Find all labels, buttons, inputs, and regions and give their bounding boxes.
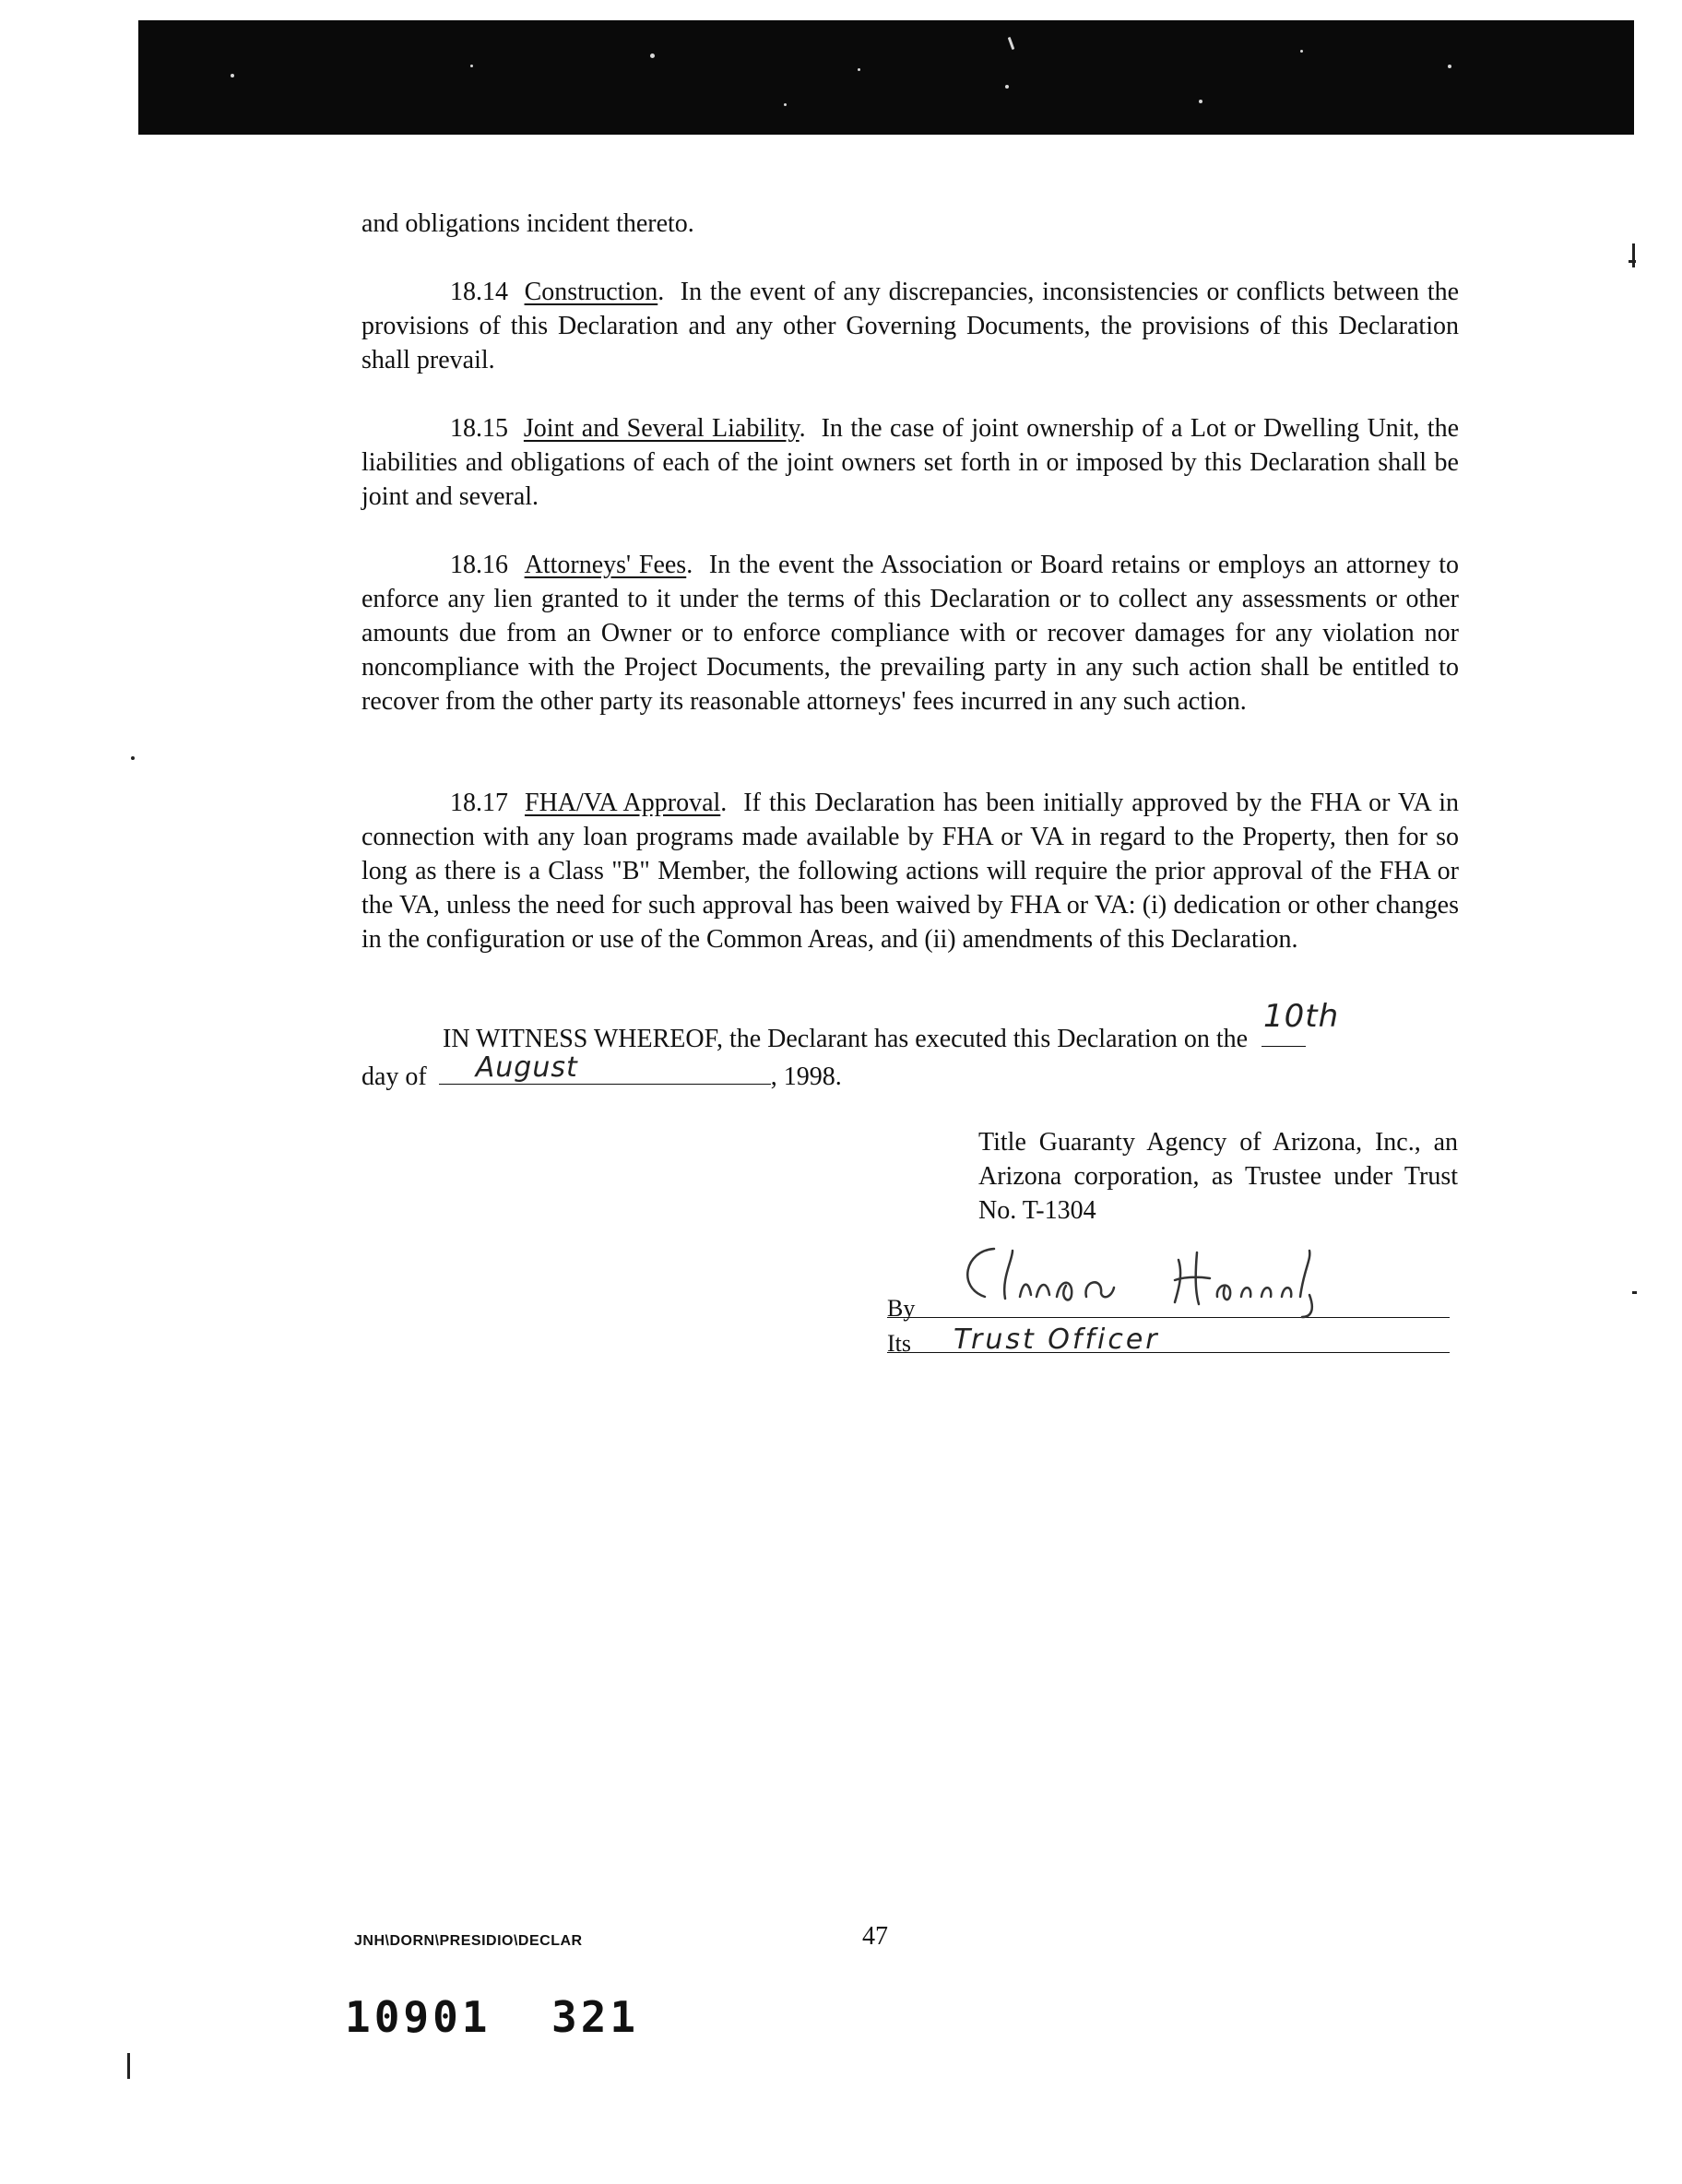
section-heading: Attorneys' Fees xyxy=(524,551,687,579)
section-number: 18.17 xyxy=(450,789,508,817)
handwritten-month: August xyxy=(475,1051,578,1084)
witness-clause xyxy=(361,998,1459,1094)
continuation-line xyxy=(361,207,1459,241)
trustee-block: Title Guaranty Agency of Arizona, Inc., an Arizona corporation, as Trustee under Trust No. T-1304 xyxy=(978,1128,1458,1225)
year-text: , 1998. xyxy=(770,1062,842,1091)
section-text: In the event of any discrepancies, inconsistencies or conflicts between the provisions of this Declaration and any other Governing Documents, the provisions of this Declaration shall prevail. xyxy=(361,278,1460,374)
by-label: By xyxy=(887,1295,916,1322)
recording-page-number: 321 xyxy=(551,1992,640,2042)
margin-speck xyxy=(131,756,135,760)
handwritten-signature xyxy=(948,1232,1409,1321)
margin-speck xyxy=(1632,1291,1637,1294)
section-heading: Construction xyxy=(524,278,658,306)
continuation-text: and obligations incident thereto. xyxy=(361,209,694,238)
day-blank xyxy=(1262,998,1340,1047)
section-18-14: 18.14 Construction. In the event of any discrepancies, inconsistencies or conflicts between the provisions of this Declaration and any other Governing Documents, the provisions of this Declaration shall prevail. xyxy=(361,278,1460,374)
margin-mark xyxy=(1632,243,1635,267)
footer-file-path: JNH\DORN\PRESIDIO\DECLAR xyxy=(354,1933,583,1949)
section-18-15: 18.15 Joint and Several Liability. In the case of joint ownership of a Lot or Dwelling Unit, the liabilities and obligations of each of the joint owners set forth in or imposed by this Declaration shall be joint and several. xyxy=(361,414,1460,511)
signature-by-line xyxy=(887,1280,1450,1322)
margin-mark xyxy=(127,2053,130,2079)
section-text: In the case of joint ownership of a Lot or Dwelling Unit, the liabilities and obligations of each of the joint owners set forth in or imposed by this Declaration shall be joint and several. xyxy=(361,414,1460,511)
section-18-17: 18.17 FHA/VA Approval. If this Declaration has been initially approved by the FHA or VA in connection with any loan programs made available by FHA or VA in regard to the Property, then for so long as there is a Class "B" Member, the following actions will require the prior approval of the FHA or the VA, unless the need for such approval has been waived by FHA or VA: (i) dedication or other changes in the configuration or use of the Common Areas, and (ii) amendments of this Declaration. xyxy=(361,789,1459,954)
section-text: In the event the Association or Board retains or employs an attorney to enforce any lien granted to it under the terms of this Declaration or to collect any assessments or other amounts due from an Owner or to enforce compliance with or recover damages for any violation nor noncompliance with the Project Documents, the prevailing party in any such action shall be entitled to recover from the other party its reasonable attorneys' fees incurred in any such action. xyxy=(361,551,1460,716)
recording-book-number: 10901 xyxy=(345,1992,492,2042)
section-heading: FHA/VA Approval xyxy=(525,789,721,817)
section-number: 18.15 xyxy=(450,414,508,443)
section-number: 18.14 xyxy=(450,278,508,306)
witness-text: IN WITNESS WHEREOF, the Declarant has executed this Declaration on the xyxy=(443,1025,1249,1053)
scan-header-bar xyxy=(138,20,1634,135)
day-of-label: day of xyxy=(361,1062,427,1091)
its-label: Its xyxy=(887,1330,911,1357)
signature-its-line xyxy=(887,1315,1450,1357)
handwritten-title: Trust Officer xyxy=(954,1323,1160,1356)
section-text: If this Declaration has been initially approved by the FHA or VA in connection with any loan programs made available by FHA or VA in regard to the Property, then for so long as there is a Class "B" Member, the following actions will require the prior approval of the FHA or the VA, unless the need for such approval has been waived by FHA or VA: (i) dedication or other changes in the configuration or use of the Common Areas, and (ii) amendments of this Declaration. xyxy=(361,789,1459,954)
month-blank xyxy=(439,1051,771,1085)
section-18-16: 18.16 Attorneys' Fees. In the event the Association or Board retains or employs an attorney to enforce any lien granted to it under the terms of this Declaration or to collect any assessments or other amounts due from an Owner or to enforce compliance with or recover damages for any violation nor noncompliance with the Project Documents, the prevailing party in any such action shall be entitled to recover from the other party its reasonable attorneys' fees incurred in any such action. xyxy=(361,551,1460,716)
section-number: 18.16 xyxy=(450,551,508,579)
page-number: 47 xyxy=(862,1922,888,1951)
handwritten-day: 10th xyxy=(1263,998,1340,1035)
section-heading: Joint and Several Liability xyxy=(523,414,800,443)
margin-mark xyxy=(1629,260,1636,263)
